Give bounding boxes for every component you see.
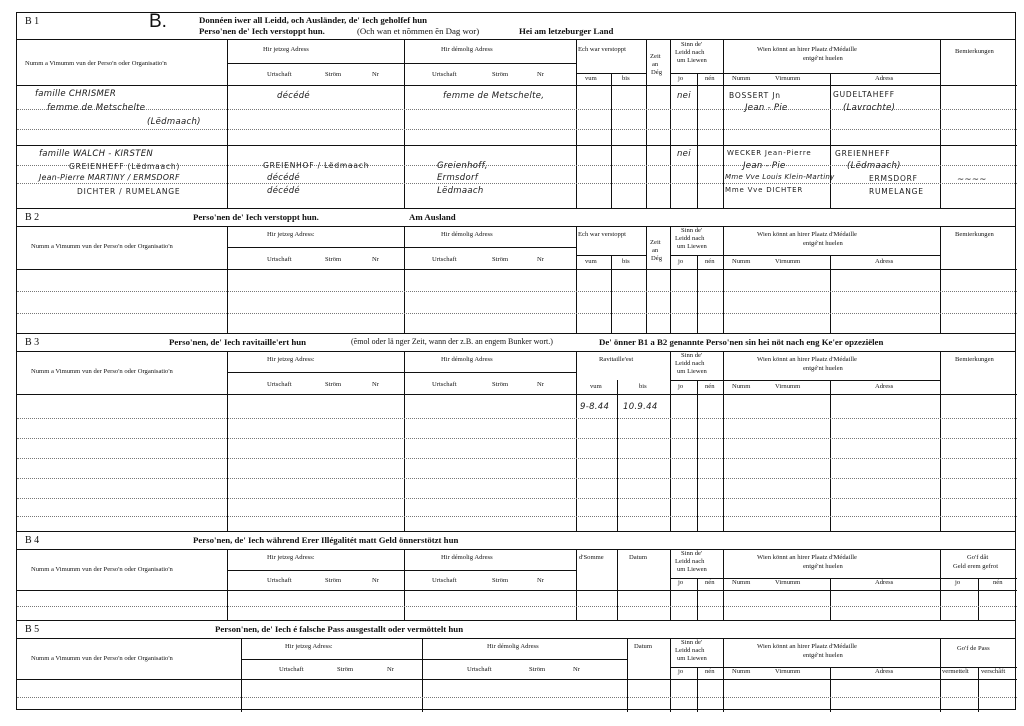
col-money-back: Go'f dât [967, 554, 989, 561]
col-medal: entgé'nt huelen [803, 240, 843, 247]
col-days: Dég [651, 255, 662, 262]
col-locality: Urtschaft [432, 71, 457, 78]
col-locality: Urtschaft [267, 71, 292, 78]
section-code: B 5 [25, 624, 40, 635]
col-current-address: Hir jetzeg Adress: [285, 643, 333, 650]
handwritten-entry: Jean - Pie [745, 103, 788, 113]
handwritten-entry: famille WALCH - KIRSTEN [39, 149, 154, 159]
handwritten-entry: famille CHRISMER [35, 89, 117, 99]
col-current-address: Hir jetzeg Adress: [267, 231, 315, 238]
col-yes: jo [678, 75, 684, 82]
col-medal: entgé'nt huelen [803, 365, 843, 372]
col-alive: um Liewen [677, 243, 707, 250]
handwritten-entry: décédé [267, 173, 300, 183]
col-no: nén [705, 579, 715, 586]
col-days: Zeit [650, 53, 661, 60]
col-street: Ström [492, 381, 509, 388]
section-code: B 3 [25, 337, 40, 348]
col-locality: Urtschaft [432, 577, 457, 584]
col-days: Dég [651, 69, 662, 76]
col-surname: Numm [732, 579, 751, 586]
handwritten-entry: nei [677, 149, 691, 159]
col-former-address: Hir démolig Adress [441, 554, 493, 561]
col-medal: entgé'nt huelen [803, 652, 843, 659]
col-days: an [652, 61, 659, 68]
col-address: Adress [875, 579, 894, 586]
col-former-address: Hir démolig Adress [441, 231, 493, 238]
handwritten-entry: 10.9.44 [623, 402, 658, 412]
col-firstname: Virnumm [775, 258, 801, 265]
col-alive: Sinn de' [681, 352, 703, 359]
col-alive: Sinn de' [681, 41, 703, 48]
col-date: Datum [634, 643, 652, 650]
col-street: Ström [325, 256, 342, 263]
col-firstname: Virnumm [775, 383, 801, 390]
col-number: Nr [387, 666, 394, 673]
col-from: vum [590, 383, 602, 390]
col-street: Ström [492, 256, 509, 263]
form-sheet [16, 12, 1016, 710]
section-b3 [17, 333, 1015, 532]
col-from: vum [585, 258, 597, 265]
col-medal: entgé'nt huelen [803, 563, 843, 570]
col-yes: jo [955, 579, 961, 586]
section-title: Perso'nen de' Iech verstoppt hun. [193, 212, 319, 222]
col-address: Adress [875, 258, 894, 265]
col-firstname: Virnumm [775, 579, 801, 586]
handwritten-entry: Mme Vve Louis Klein-Martiny [725, 173, 835, 181]
col-number: Nr [372, 256, 379, 263]
col-given: verschâft [981, 668, 1006, 675]
handwritten-entry: ~~~~ [957, 175, 987, 185]
col-alive: um Liewen [677, 57, 707, 64]
col-locality: Urtschaft [267, 381, 292, 388]
section-title: Perso'nen, de' Iech ravitaille'ert hun [169, 337, 307, 347]
col-remarks: Bemierkungen [955, 356, 994, 363]
col-name: Numm a Vimumm vun der Perso'n oder Organisatio'n [31, 566, 173, 573]
handwritten-entry: (Lavrochte) [843, 103, 896, 113]
col-surname: Numm [732, 75, 751, 82]
col-alive: um Liewen [677, 566, 707, 573]
col-name: Numm a Vimumm vun der Perso'n oder Organisatio'n [31, 243, 173, 250]
section-b1 [17, 13, 1015, 208]
col-remarks: Bemierkungen [955, 48, 994, 55]
col-date: Datum [629, 554, 647, 561]
section-code: B 4 [25, 535, 40, 546]
section-subtitle: (Och wan et nõmmen ẽn Dag wor) [357, 26, 480, 36]
handwritten-entry: WECKER Jean-Pierre [727, 149, 812, 157]
col-number: Nr [573, 666, 580, 673]
col-medal: Wien könnt an hirer Plaatz d'Médaille [757, 643, 857, 650]
col-former-address: Hir démolig Adress [487, 643, 539, 650]
col-issued: vermettelt [942, 668, 969, 675]
col-locality: Urtschaft [267, 256, 292, 263]
section-title: Perso'nen de' Iech verstoppt hun. [199, 26, 325, 36]
handwritten-entry: GUDELTAHEFF [833, 90, 895, 99]
col-surname: Numm [732, 258, 751, 265]
handwritten-entry: GREIENHEFF (Lëdmaach) [69, 162, 181, 171]
section-subtitle: De' önner B1 a B2 genannte Perso'nen sin hei nöt nach eng Ke'er opzeziëlen [599, 337, 884, 347]
col-medal: Wien könnt an hirer Plaatz d'Médaille [757, 231, 857, 238]
col-medal: entgé'nt huelen [803, 55, 843, 62]
col-street: Ström [492, 577, 509, 584]
col-street: Ström [529, 666, 546, 673]
col-days: an [652, 247, 659, 254]
col-hidden: Ech war verstoppt [578, 46, 626, 53]
col-firstname: Virnumm [775, 668, 801, 675]
section-b5 [17, 620, 1015, 712]
col-no: nén [705, 383, 715, 390]
col-locality: Urtschaft [467, 666, 492, 673]
col-firstname: Virnumm [775, 75, 801, 82]
col-yes: jo [678, 668, 684, 675]
section-title: Perso'nen, de' Iech während Erer Illégalitét matt Geld önnerstötzt hun [193, 535, 459, 545]
col-street: Ström [492, 71, 509, 78]
col-street: Ström [325, 577, 342, 584]
handwritten-entry: Jean - Pie [743, 161, 786, 171]
col-to: bis [622, 75, 630, 82]
col-number: Nr [537, 577, 544, 584]
col-alive: Leidd nach [675, 558, 705, 565]
b3-header [17, 334, 1015, 352]
col-number: Nr [372, 577, 379, 584]
b5-header [17, 621, 1015, 639]
section-subtitle: Hei am letzeburger Land [519, 26, 614, 36]
b2-header [17, 209, 1015, 227]
col-alive: um Liewen [677, 368, 707, 375]
col-no: nén [705, 258, 715, 265]
section-title: Person'nen, de' Iech é falsche Pass ausgestallt oder vermöttelt hun [215, 624, 464, 634]
col-number: Nr [372, 71, 379, 78]
handwritten-entry: nei [677, 91, 691, 101]
col-alive: Leidd nach [675, 647, 705, 654]
col-name: Numm a Vimumm vun der Perso'n oder Organisatio'n [25, 60, 167, 67]
col-name: Numm a Vimumm vun der Perso'n oder Organisatio'n [31, 655, 173, 662]
col-surname: Numm [732, 383, 751, 390]
big-letter: B. [149, 11, 167, 32]
handwritten-entry: (Lëdmaach) [147, 117, 201, 127]
section-subtitle: Am Ausland [409, 212, 456, 222]
col-number: Nr [537, 256, 544, 263]
col-no: nén [993, 579, 1003, 586]
col-remarks: Bemierkungen [955, 231, 994, 238]
col-alive: Sinn de' [681, 550, 703, 557]
col-current-address: Hir jetzeg Adress [263, 46, 309, 53]
handwritten-entry: Jean-Pierre MARTINY / ERMSDORF [39, 173, 180, 182]
col-to: bis [622, 258, 630, 265]
col-from: vum [585, 75, 597, 82]
col-number: Nr [372, 381, 379, 388]
col-number: Nr [537, 71, 544, 78]
section-b2 [17, 208, 1015, 334]
section-code: B 2 [25, 212, 40, 223]
col-amount: d'Somme [579, 554, 604, 561]
b4-header [17, 532, 1015, 550]
col-former-address: Hir démolig Adress [441, 46, 493, 53]
handwritten-entry: DICHTER / RUMELANGE [77, 187, 181, 196]
section-title: Donnéen iwer all Leidd, och Ausländer, de' Iech geholfef hun [199, 15, 428, 25]
section-code: B 1 [25, 16, 40, 27]
handwritten-entry: GREIENHEFF [835, 149, 891, 158]
col-number: Nr [537, 381, 544, 388]
handwritten-entry: (Lëdmaach) [847, 161, 901, 171]
handwritten-entry: BOSSERT Jn [729, 91, 781, 100]
col-to: bis [639, 383, 647, 390]
handwritten-entry: 9-8.44 [580, 402, 610, 412]
section-b4 [17, 531, 1015, 621]
col-alive: um Liewen [677, 655, 707, 662]
handwritten-entry: Ermsdorf [437, 173, 479, 183]
col-medal: Wien könnt an hirer Plaatz d'Médaille [757, 46, 857, 53]
handwritten-entry: femme de Metschelte [47, 103, 146, 113]
col-medal: Wien könnt an hirer Plaatz d'Médaille [757, 554, 857, 561]
col-alive: Sinn de' [681, 639, 703, 646]
col-current-address: Hir jetzeg Adress: [267, 554, 315, 561]
col-no: nén [705, 75, 715, 82]
col-name: Numm a Vimumm vun der Perso'n oder Organisatio'n [31, 368, 173, 375]
col-street: Ström [325, 381, 342, 388]
col-street: Ström [325, 71, 342, 78]
handwritten-entry: décédé [277, 91, 310, 101]
col-alive: Sinn de' [681, 227, 703, 234]
col-money-back: Geld erem gefrot [953, 563, 999, 570]
col-locality: Urtschaft [432, 256, 457, 263]
col-hidden: Ech war verstoppt [578, 231, 626, 238]
col-alive: Leidd nach [675, 235, 705, 242]
col-current-address: Hir jetzeg Adress: [267, 356, 315, 363]
b1-header [17, 13, 1015, 40]
col-locality: Urtschaft [432, 381, 457, 388]
col-alive: Leidd nach [675, 49, 705, 56]
col-medal: Wien könnt an hirer Plaatz d'Médaille [757, 356, 857, 363]
col-ravitailled: Ravitaille'est [599, 356, 634, 363]
col-no: nén [705, 668, 715, 675]
col-street: Ström [337, 666, 354, 673]
col-address: Adress [875, 668, 894, 675]
col-days: Zeit [650, 239, 661, 246]
col-pass: Go'f de Pass [957, 645, 990, 652]
col-former-address: Hir démolig Adress [441, 356, 493, 363]
col-alive: Leidd nach [675, 360, 705, 367]
col-locality: Urtschaft [279, 666, 304, 673]
col-yes: jo [678, 383, 684, 390]
handwritten-entry: ERMSDORF [869, 174, 918, 183]
col-address: Adress [875, 383, 894, 390]
col-yes: jo [678, 258, 684, 265]
col-surname: Numm [732, 668, 751, 675]
handwritten-entry: GREIENHOF / Lëdmaach [263, 161, 370, 170]
col-locality: Urtschaft [267, 577, 292, 584]
handwritten-entry: RUMELANGE [869, 187, 924, 196]
col-yes: jo [678, 579, 684, 586]
col-address: Adress [875, 75, 894, 82]
handwritten-entry: femme de Metschelte, [443, 91, 545, 101]
handwritten-entry: Mme Vve DICHTER [725, 186, 804, 194]
handwritten-entry: Greienhoff, [437, 161, 488, 171]
section-subtitle: (ẽmol oder lä nger Zeit, wann der z.B. an engem Bunker wort.) [351, 337, 553, 346]
handwritten-entry: décédé [267, 186, 300, 196]
handwritten-entry: Lëdmaach [437, 186, 484, 196]
